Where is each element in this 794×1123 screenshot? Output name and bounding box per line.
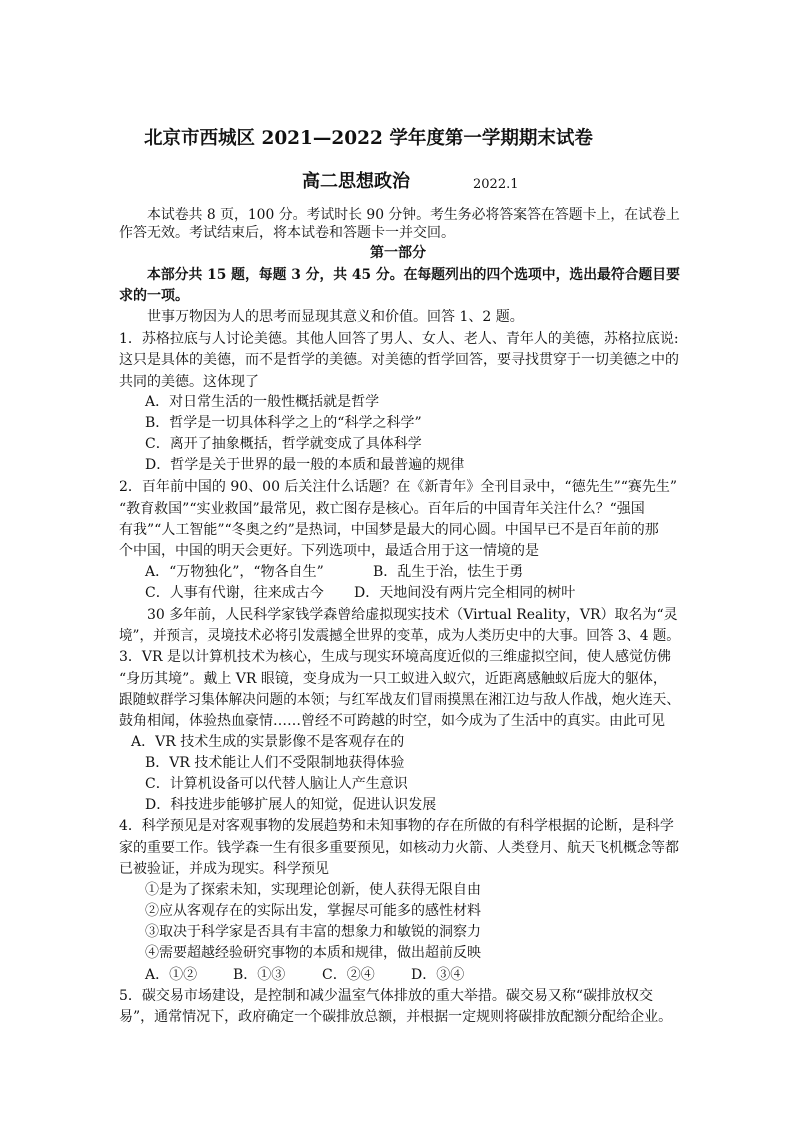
question-text: 易”，通常情况下，政府确定一个碳排放总额，并根据一定规则将碳排放配额分配给企业。 [119, 1009, 673, 1025]
question-text: 5．碳交易市场建设，是控制和减少温室气体排放的重大举措。碳交易又称“碳排放权交 [119, 988, 654, 1004]
intro-line: 作答无效。考试结束后，将本试卷和答题卡一并交回。 [119, 225, 455, 241]
answer-option-a: A．对日常生活的一般性概括就是哲学 [145, 394, 380, 410]
intro-line: 本试卷共 8 页，100 分。考试时长 90 分钟。考生务必将答案答在答题卡上，在试卷上 [147, 207, 680, 223]
question-text: 共同的美德。这体现了 [119, 374, 259, 390]
question-text: 鼓角相闻，体验热血豪情……曾经不可跨越的时空，如今成为了生活中的真实。由此可见 [119, 713, 665, 729]
question-text: 有我”“人工智能”“冬奥之约”是热词，中国梦是最大的同心圆。中国早已不是百年前的那 [119, 522, 659, 538]
statement-item: ②应从客观存在的实际出发，掌握尽可能多的感性材料 [145, 903, 481, 919]
answer-option-a: A．“万物独化”，“物各自生” [145, 564, 324, 580]
exam-title: 北京市西城区 2021—2022 学年度第一学期期末试卷 [144, 128, 593, 149]
section-instruction: 本部分共 15 题，每题 3 分，共 45 分。在每题列出的四个选项中，选出最符合题目要 [147, 267, 680, 283]
exam-subject: 高二思想政治 [302, 171, 410, 192]
question-text: 1．苏格拉底与人讨论美德。其他人回答了男人、女人、老人、青年人的美德，苏格拉底说: [119, 331, 679, 347]
answer-option-c: C．人事有代谢，往来成古今 [145, 585, 324, 601]
question-text: 这只是具体的美德，而不是哲学的美德。对美德的哲学回答，要寻找贯穿于一切美德之中的 [119, 352, 679, 368]
question-text: 个中国，中国的明天会更好。下列选项中，最适合用于这一情境的是 [119, 543, 539, 559]
answer-option-c: C．离开了抽象概括，哲学就变成了具体科学 [145, 436, 422, 452]
question-text: 2．百年前中国的 90、00 后关注什么话题？在《新青年》全刊目录中，“德先生”“赛先生” [119, 479, 678, 495]
answer-option-d: D．科技进步能够扩展人的知觉，促进认识发展 [145, 797, 437, 813]
statement-item: ④需要超越经验研究事物的本质和规律，做出超前反映 [145, 945, 481, 961]
answer-option-d: D．哲学是关于世界的最一般的本质和最普遍的规律 [145, 457, 465, 473]
answer-option-c: C．②④ [322, 967, 375, 983]
question-text: “教育救国”“实业救国”最常见，救亡图存是核心。百年后的中国青年关注什么？“强国 [119, 501, 645, 517]
material-text: 世事万物因为人的思考而显现其意义和价值。回答 1、2 题。 [147, 309, 524, 325]
answer-option-a: A．①② [145, 967, 198, 983]
question-text: 4．科学预见是对客观事物的发展趋势和未知事物的存在所做的有科学根据的论断，是科学 [119, 818, 674, 834]
answer-option-b: B．乱生于治，怯生于勇 [373, 564, 524, 580]
question-text: 已被验证，并成为现实。科学预见 [119, 861, 329, 877]
question-text: 家的重要工作。钱学森一生有很多重要预见，如核动力火箭、人类登月、航天飞机概念等都 [119, 840, 679, 856]
question-text: 跟随蚁群学习集体解决问题的本领；与红军战友们冒雨摸黑在湘江边与敌人作战，炮火连天、 [119, 692, 681, 708]
question-text: “身历其境”。戴上 VR 眼镜，变身成为一只工蚁进入蚁穴，近距离感触蚁后庞大的躯体， [119, 671, 667, 687]
answer-option-b: B．①③ [233, 967, 286, 983]
answer-option-d: D．天地间没有两片完全相同的树叶 [354, 585, 576, 601]
section-title: 第一部分 [370, 245, 426, 261]
material-text: 境”，并预言，灵境技术必将引发震撼全世界的变革，成为人类历史中的大事。回答 3、4 题。 [119, 628, 680, 644]
material-text: 30 多年前，人民科学家钱学森曾给虚拟现实技术（Virtual Reality，VR）取名为“灵 [147, 607, 678, 623]
answer-option-c: C．计算机设备可以代替人脑让人产生意识 [145, 776, 408, 792]
answer-option-b: B．VR 技术能让人们不受限制地获得体验 [145, 755, 405, 771]
statement-item: ①是为了探索未知，实现理论创新，使人获得无限自由 [145, 882, 481, 898]
statement-item: ③取决于科学家是否具有丰富的想象力和敏锐的洞察力 [145, 924, 481, 940]
answer-option-d: D．③④ [411, 967, 465, 983]
section-instruction: 求的一项。 [119, 288, 189, 304]
question-text: 3．VR 是以计算机技术为核心，生成与现实环境高度近似的三维虚拟空间，使人感觉仿佛 [119, 649, 672, 665]
answer-option-a: A．VR 技术生成的实景影像不是客观存在的 [131, 734, 405, 750]
answer-option-b: B．哲学是一切具体科学之上的“科学之科学” [145, 415, 422, 431]
exam-date: 2022.1 [473, 177, 519, 192]
